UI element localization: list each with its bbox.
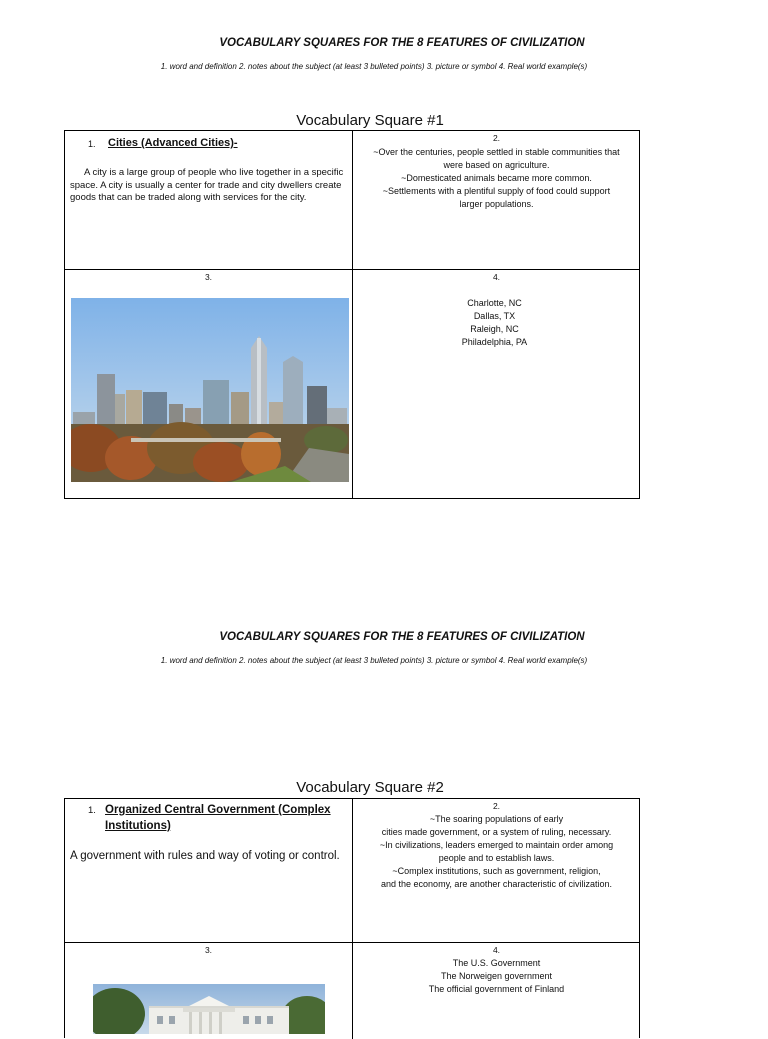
note-line: and the economy, are another characteristic of civilization. [381,879,612,889]
example-item: The official government of Finland [428,984,565,994]
notes-cell [353,799,640,942]
note-line: ~In civilizations, leaders emerged to maintain order among [379,840,614,850]
picture-cell [65,270,352,498]
page-header-instructions: 1. word and definition 2. notes about the subject (at least 3 bulleted points) 3. picture or symbol 4. Real world example(s) [160,656,588,665]
page-header-instructions: 1. word and definition 2. notes about the subject (at least 3 bulleted points) 3. picture or symbol 4. Real world example(s) [160,62,588,71]
term-definition: A city is a large group of people who live together in a specific space. A city is usually a center for trade and city dwellers create goods that can be traded along with services for the city. [70,167,344,203]
note-line: were based on agriculture. [443,160,550,170]
vocabulary-square-2 [64,798,640,1038]
picture-cell [65,943,352,1039]
examples-label: 4. [492,272,501,282]
example-item: The U.S. Government [452,958,541,968]
examples-cell [353,270,640,498]
word-definition-cell [65,799,352,942]
example-item: Philadelphia, PA [461,337,528,347]
example-item: Dallas, TX [473,311,516,321]
note-line: ~Settlements with a plentiful supply of food could support [382,186,611,196]
note-line: larger populations. [459,199,534,209]
vocabulary-term: Cities (Advanced Cities)- [108,137,238,149]
example-item: Charlotte, NC [467,298,522,308]
term-number: 1. [88,805,96,816]
note-line: ~Over the centuries, people settled in stable communities that [373,147,620,157]
vocabulary-square-1 [64,130,640,499]
notes-list [353,813,640,891]
page-header-title: VOCABULARY SQUARES FOR THE 8 FEATURES OF CIVILIZATION [219,631,585,643]
city-skyline-image [71,298,349,482]
note-line: ~The soaring populations of early [429,814,564,824]
picture-label: 3. [204,945,213,955]
square-1-heading: Vocabulary Square #1 [296,112,444,129]
vocabulary-term [105,802,331,834]
term-number: 1. [88,139,96,149]
examples-list [351,297,638,349]
note-line: ~Domesticated animals became more common. [401,173,592,183]
term-line: Organized Central Government (Complex [105,804,331,816]
white-house-image [93,984,325,1034]
examples-label: 4. [492,945,501,955]
word-definition-cell [65,131,352,269]
notes-list [353,146,640,211]
example-item: Raleigh, NC [470,324,519,334]
notes-label: 2. [492,133,501,143]
notes-label: 2. [492,801,501,811]
square-2-heading: Vocabulary Square #2 [296,779,444,796]
picture-label: 3. [204,272,213,282]
note-line: people and to establish laws. [438,853,555,863]
page-header-title: VOCABULARY SQUARES FOR THE 8 FEATURES OF CIVILIZATION [219,37,585,49]
note-line: cities made government, or a system of ruling, necessary. [381,827,612,837]
term-definition: A government with rules and way of voting or control. [70,850,340,862]
note-line: ~Complex institutions, such as government, religion, [392,866,601,876]
examples-cell [353,943,640,1039]
term-line: Institutions) [105,820,171,832]
example-item: The Norweigen government [440,971,553,981]
notes-cell [353,131,640,269]
examples-list [353,957,640,996]
